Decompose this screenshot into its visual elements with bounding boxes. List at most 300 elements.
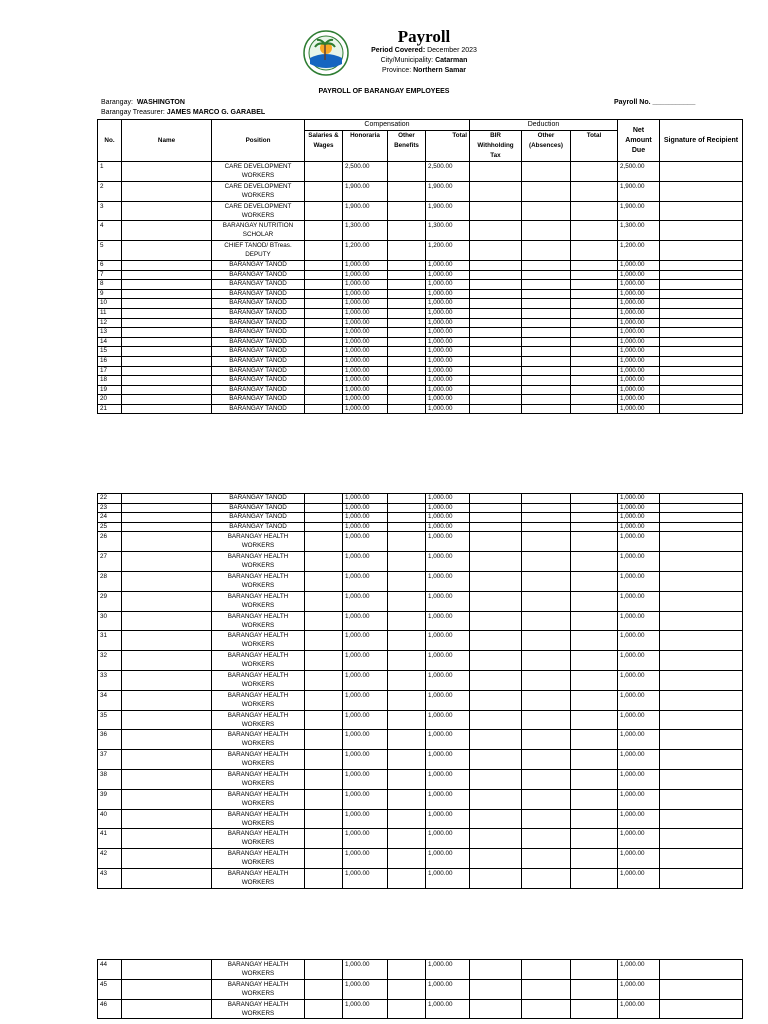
table-row xyxy=(98,299,743,309)
row-position: BARANGAY HEALTH WORKERS xyxy=(212,769,305,789)
col-deduction-total: Total xyxy=(571,131,618,162)
row-number: 9 xyxy=(98,289,122,299)
row-net-amount: 1,000.00 xyxy=(618,385,660,395)
row-net-amount: 1,000.00 xyxy=(618,280,660,290)
row-deduction-total xyxy=(571,809,618,829)
row-net-amount: 1,000.00 xyxy=(618,552,660,572)
row-other-benefits xyxy=(388,241,426,261)
row-number: 37 xyxy=(98,750,122,770)
row-other-absences xyxy=(522,532,571,552)
row-other-benefits xyxy=(388,201,426,221)
row-total: 1,000.00 xyxy=(426,318,470,328)
row-deduction-total xyxy=(571,999,618,1019)
payroll-subtitle: PAYROLL OF BARANGAY EMPLOYEES xyxy=(318,88,450,95)
row-name xyxy=(122,571,212,591)
table-row xyxy=(98,347,743,357)
row-other-absences xyxy=(522,385,571,395)
row-name xyxy=(122,769,212,789)
row-position: BARANGAY HEALTH WORKERS xyxy=(212,571,305,591)
row-number: 16 xyxy=(98,356,122,366)
row-deduction-total xyxy=(571,849,618,869)
row-deduction-total xyxy=(571,299,618,309)
row-other-absences xyxy=(522,522,571,532)
row-net-amount: 1,300.00 xyxy=(618,221,660,241)
table-row xyxy=(98,868,743,888)
row-net-amount: 1,000.00 xyxy=(618,571,660,591)
row-other-absences xyxy=(522,260,571,270)
row-signature xyxy=(660,221,743,241)
row-salaries xyxy=(305,376,343,386)
col-no: No. xyxy=(98,120,122,162)
row-deduction-total xyxy=(571,221,618,241)
table-row xyxy=(98,366,743,376)
row-bir-tax xyxy=(470,690,522,710)
row-position: BARANGAY NUTRITION SCHOLAR xyxy=(212,221,305,241)
row-deduction-total xyxy=(571,670,618,690)
row-number: 33 xyxy=(98,670,122,690)
row-total: 1,000.00 xyxy=(426,532,470,552)
row-name xyxy=(122,376,212,386)
row-bir-tax xyxy=(470,241,522,261)
row-other-absences xyxy=(522,999,571,1019)
row-name xyxy=(122,404,212,414)
row-total: 1,000.00 xyxy=(426,571,470,591)
row-net-amount: 1,000.00 xyxy=(618,270,660,280)
row-total: 1,000.00 xyxy=(426,347,470,357)
row-honoraria: 1,000.00 xyxy=(343,280,388,290)
row-bir-tax xyxy=(470,337,522,347)
row-deduction-total xyxy=(571,376,618,386)
row-bir-tax xyxy=(470,513,522,523)
row-deduction-total xyxy=(571,494,618,504)
row-position: BARANGAY TANOD xyxy=(212,356,305,366)
row-bir-tax xyxy=(470,829,522,849)
row-salaries xyxy=(305,513,343,523)
row-other-absences xyxy=(522,631,571,651)
row-other-benefits xyxy=(388,181,426,201)
row-position: BARANGAY HEALTH WORKERS xyxy=(212,710,305,730)
row-name xyxy=(122,241,212,261)
row-total: 1,000.00 xyxy=(426,337,470,347)
row-name xyxy=(122,366,212,376)
row-position: BARANGAY TANOD xyxy=(212,366,305,376)
row-total: 1,000.00 xyxy=(426,503,470,513)
row-bir-tax xyxy=(470,730,522,750)
row-signature xyxy=(660,356,743,366)
row-net-amount: 1,000.00 xyxy=(618,631,660,651)
row-net-amount: 1,000.00 xyxy=(618,979,660,999)
document-title: Payroll xyxy=(397,27,451,46)
row-name xyxy=(122,503,212,513)
row-bir-tax xyxy=(470,270,522,280)
row-position: BARANGAY TANOD xyxy=(212,289,305,299)
row-name xyxy=(122,221,212,241)
row-bir-tax xyxy=(470,611,522,631)
row-bir-tax xyxy=(470,552,522,572)
row-name xyxy=(122,328,212,338)
row-deduction-total xyxy=(571,318,618,328)
row-number: 1 xyxy=(98,162,122,182)
row-number: 3 xyxy=(98,201,122,221)
row-total: 1,000.00 xyxy=(426,789,470,809)
row-honoraria: 1,000.00 xyxy=(343,522,388,532)
row-number: 17 xyxy=(98,366,122,376)
table-row xyxy=(98,960,743,980)
row-number: 28 xyxy=(98,571,122,591)
row-signature xyxy=(660,395,743,405)
table-row xyxy=(98,395,743,405)
row-honoraria: 1,000.00 xyxy=(343,611,388,631)
row-signature xyxy=(660,829,743,849)
row-deduction-total xyxy=(571,241,618,261)
table-row xyxy=(98,162,743,182)
row-name xyxy=(122,730,212,750)
row-name xyxy=(122,181,212,201)
row-signature xyxy=(660,730,743,750)
row-other-absences xyxy=(522,376,571,386)
row-net-amount: 1,000.00 xyxy=(618,849,660,869)
row-name xyxy=(122,308,212,318)
row-name xyxy=(122,201,212,221)
row-name xyxy=(122,270,212,280)
row-bir-tax xyxy=(470,750,522,770)
row-other-absences xyxy=(522,181,571,201)
row-position: BARANGAY HEALTH WORKERS xyxy=(212,809,305,829)
row-other-absences xyxy=(522,503,571,513)
row-signature xyxy=(660,532,743,552)
row-number: 7 xyxy=(98,270,122,280)
row-number: 26 xyxy=(98,532,122,552)
row-other-absences xyxy=(522,299,571,309)
row-other-absences xyxy=(522,201,571,221)
row-total: 1,200.00 xyxy=(426,241,470,261)
row-total: 2,500.00 xyxy=(426,162,470,182)
row-bir-tax xyxy=(470,162,522,182)
row-name xyxy=(122,651,212,671)
row-total: 1,000.00 xyxy=(426,366,470,376)
table-row xyxy=(98,201,743,221)
row-other-benefits xyxy=(388,404,426,414)
row-name xyxy=(122,162,212,182)
row-total: 1,000.00 xyxy=(426,769,470,789)
row-other-benefits xyxy=(388,494,426,504)
row-position: CARE DEVELOPMENT WORKERS xyxy=(212,181,305,201)
row-bir-tax xyxy=(470,181,522,201)
row-number: 42 xyxy=(98,849,122,869)
row-net-amount: 1,000.00 xyxy=(618,670,660,690)
col-net-amount: Net Amount Due xyxy=(618,120,660,162)
row-salaries xyxy=(305,670,343,690)
row-net-amount: 1,000.00 xyxy=(618,376,660,386)
row-name xyxy=(122,513,212,523)
row-salaries xyxy=(305,522,343,532)
row-number: 12 xyxy=(98,318,122,328)
row-bir-tax xyxy=(470,376,522,386)
row-deduction-total xyxy=(571,532,618,552)
row-net-amount: 1,000.00 xyxy=(618,347,660,357)
row-other-absences xyxy=(522,347,571,357)
row-signature xyxy=(660,404,743,414)
row-bir-tax xyxy=(470,789,522,809)
row-name xyxy=(122,789,212,809)
row-honoraria: 1,000.00 xyxy=(343,849,388,869)
table-row xyxy=(98,337,743,347)
row-signature xyxy=(660,162,743,182)
row-name xyxy=(122,611,212,631)
row-signature xyxy=(660,690,743,710)
row-bir-tax xyxy=(470,494,522,504)
row-honoraria: 1,000.00 xyxy=(343,503,388,513)
row-signature xyxy=(660,513,743,523)
row-number: 30 xyxy=(98,611,122,631)
table-row xyxy=(98,260,743,270)
col-position: Position xyxy=(212,120,305,162)
row-number: 43 xyxy=(98,868,122,888)
row-position: BARANGAY TANOD xyxy=(212,395,305,405)
row-name xyxy=(122,385,212,395)
row-honoraria: 1,000.00 xyxy=(343,318,388,328)
row-name xyxy=(122,289,212,299)
row-position: BARANGAY HEALTH WORKERS xyxy=(212,868,305,888)
row-total: 1,000.00 xyxy=(426,999,470,1019)
row-bir-tax xyxy=(470,960,522,980)
row-other-benefits xyxy=(388,868,426,888)
row-net-amount: 1,900.00 xyxy=(618,201,660,221)
row-deduction-total xyxy=(571,356,618,366)
row-salaries xyxy=(305,404,343,414)
row-name xyxy=(122,631,212,651)
row-bir-tax xyxy=(470,571,522,591)
row-signature xyxy=(660,631,743,651)
row-total: 1,000.00 xyxy=(426,690,470,710)
row-net-amount: 1,000.00 xyxy=(618,960,660,980)
row-honoraria: 1,900.00 xyxy=(343,201,388,221)
row-net-amount: 1,000.00 xyxy=(618,611,660,631)
row-other-benefits xyxy=(388,385,426,395)
row-other-absences xyxy=(522,651,571,671)
row-other-benefits xyxy=(388,552,426,572)
row-bir-tax xyxy=(470,979,522,999)
row-total: 1,000.00 xyxy=(426,730,470,750)
row-signature xyxy=(660,299,743,309)
row-deduction-total xyxy=(571,337,618,347)
row-deduction-total xyxy=(571,385,618,395)
row-bir-tax xyxy=(470,999,522,1019)
row-name xyxy=(122,356,212,366)
row-honoraria: 1,000.00 xyxy=(343,769,388,789)
row-net-amount: 1,000.00 xyxy=(618,318,660,328)
row-position: BARANGAY HEALTH WORKERS xyxy=(212,979,305,999)
row-salaries xyxy=(305,631,343,651)
row-deduction-total xyxy=(571,730,618,750)
row-name xyxy=(122,868,212,888)
row-signature xyxy=(660,849,743,869)
row-other-benefits xyxy=(388,532,426,552)
row-position: BARANGAY HEALTH WORKERS xyxy=(212,999,305,1019)
row-salaries xyxy=(305,552,343,572)
row-other-benefits xyxy=(388,710,426,730)
row-honoraria: 1,000.00 xyxy=(343,347,388,357)
row-number: 15 xyxy=(98,347,122,357)
table-row xyxy=(98,591,743,611)
row-other-benefits xyxy=(388,221,426,241)
row-position: BARANGAY TANOD xyxy=(212,347,305,357)
table-row xyxy=(98,532,743,552)
row-number: 14 xyxy=(98,337,122,347)
row-other-benefits xyxy=(388,260,426,270)
row-deduction-total xyxy=(571,522,618,532)
row-salaries xyxy=(305,690,343,710)
row-number: 11 xyxy=(98,308,122,318)
row-number: 45 xyxy=(98,979,122,999)
row-net-amount: 1,000.00 xyxy=(618,395,660,405)
row-signature xyxy=(660,241,743,261)
row-salaries xyxy=(305,829,343,849)
row-deduction-total xyxy=(571,710,618,730)
row-salaries xyxy=(305,750,343,770)
row-other-absences xyxy=(522,769,571,789)
table-row xyxy=(98,318,743,328)
row-honoraria: 1,000.00 xyxy=(343,829,388,849)
row-honoraria: 1,000.00 xyxy=(343,789,388,809)
col-group-compensation: Compensation xyxy=(305,120,470,131)
row-bir-tax xyxy=(470,201,522,221)
row-signature xyxy=(660,809,743,829)
row-salaries xyxy=(305,494,343,504)
row-honoraria: 1,000.00 xyxy=(343,571,388,591)
row-position: BARANGAY HEALTH WORKERS xyxy=(212,631,305,651)
row-signature xyxy=(660,591,743,611)
row-name xyxy=(122,829,212,849)
row-salaries xyxy=(305,571,343,591)
row-signature xyxy=(660,181,743,201)
row-salaries xyxy=(305,591,343,611)
row-position: BARANGAY TANOD xyxy=(212,513,305,523)
row-deduction-total xyxy=(571,789,618,809)
row-other-absences xyxy=(522,494,571,504)
row-position: BARANGAY HEALTH WORKERS xyxy=(212,552,305,572)
row-salaries xyxy=(305,611,343,631)
table-row xyxy=(98,289,743,299)
row-position: BARANGAY TANOD xyxy=(212,337,305,347)
row-salaries xyxy=(305,280,343,290)
row-number: 36 xyxy=(98,730,122,750)
row-number: 44 xyxy=(98,960,122,980)
row-number: 25 xyxy=(98,522,122,532)
row-position: BARANGAY TANOD xyxy=(212,260,305,270)
row-net-amount: 1,000.00 xyxy=(618,337,660,347)
row-total: 1,000.00 xyxy=(426,651,470,671)
row-deduction-total xyxy=(571,611,618,631)
row-other-absences xyxy=(522,868,571,888)
row-other-benefits xyxy=(388,979,426,999)
row-other-benefits xyxy=(388,289,426,299)
row-signature xyxy=(660,670,743,690)
row-salaries xyxy=(305,769,343,789)
row-other-absences xyxy=(522,611,571,631)
row-name xyxy=(122,395,212,405)
row-position: BARANGAY TANOD xyxy=(212,522,305,532)
row-position: BARANGAY HEALTH WORKERS xyxy=(212,611,305,631)
row-other-benefits xyxy=(388,270,426,280)
row-position: BARANGAY HEALTH WORKERS xyxy=(212,960,305,980)
payroll-table-page-1 xyxy=(97,119,743,414)
row-other-benefits xyxy=(388,829,426,849)
row-honoraria: 1,000.00 xyxy=(343,809,388,829)
table-row xyxy=(98,494,743,504)
row-net-amount: 1,000.00 xyxy=(618,789,660,809)
row-number: 31 xyxy=(98,631,122,651)
row-deduction-total xyxy=(571,308,618,318)
row-signature xyxy=(660,376,743,386)
row-deduction-total xyxy=(571,201,618,221)
row-honoraria: 1,000.00 xyxy=(343,366,388,376)
row-honoraria: 1,000.00 xyxy=(343,532,388,552)
row-bir-tax xyxy=(470,395,522,405)
row-deduction-total xyxy=(571,960,618,980)
row-bir-tax xyxy=(470,318,522,328)
row-number: 27 xyxy=(98,552,122,572)
row-number: 40 xyxy=(98,809,122,829)
row-honoraria: 1,000.00 xyxy=(343,308,388,318)
row-deduction-total xyxy=(571,651,618,671)
row-total: 1,000.00 xyxy=(426,849,470,869)
row-bir-tax xyxy=(470,670,522,690)
row-salaries xyxy=(305,385,343,395)
row-number: 13 xyxy=(98,328,122,338)
row-total: 1,000.00 xyxy=(426,289,470,299)
row-total: 1,000.00 xyxy=(426,308,470,318)
row-signature xyxy=(660,999,743,1019)
row-name xyxy=(122,522,212,532)
row-salaries xyxy=(305,395,343,405)
row-other-absences xyxy=(522,404,571,414)
row-salaries xyxy=(305,347,343,357)
row-other-benefits xyxy=(388,513,426,523)
row-name xyxy=(122,552,212,572)
row-number: 10 xyxy=(98,299,122,309)
row-other-absences xyxy=(522,241,571,261)
row-honoraria: 1,000.00 xyxy=(343,999,388,1019)
row-other-absences xyxy=(522,750,571,770)
row-other-benefits xyxy=(388,308,426,318)
row-name xyxy=(122,299,212,309)
row-other-benefits xyxy=(388,328,426,338)
row-total: 1,000.00 xyxy=(426,868,470,888)
row-deduction-total xyxy=(571,503,618,513)
row-signature xyxy=(660,201,743,221)
row-signature xyxy=(660,552,743,572)
row-other-benefits xyxy=(388,571,426,591)
row-number: 20 xyxy=(98,395,122,405)
row-salaries xyxy=(305,730,343,750)
row-position: BARANGAY HEALTH WORKERS xyxy=(212,829,305,849)
row-signature xyxy=(660,270,743,280)
col-salaries: Salaries & Wages xyxy=(305,131,343,162)
row-bir-tax xyxy=(470,868,522,888)
row-net-amount: 1,000.00 xyxy=(618,591,660,611)
payroll-table-page-2 xyxy=(97,493,743,889)
row-total: 1,000.00 xyxy=(426,328,470,338)
row-honoraria: 1,000.00 xyxy=(343,631,388,651)
row-salaries xyxy=(305,221,343,241)
row-bir-tax xyxy=(470,532,522,552)
row-signature xyxy=(660,979,743,999)
row-name xyxy=(122,979,212,999)
row-total: 1,000.00 xyxy=(426,552,470,572)
row-other-absences xyxy=(522,513,571,523)
row-name xyxy=(122,280,212,290)
